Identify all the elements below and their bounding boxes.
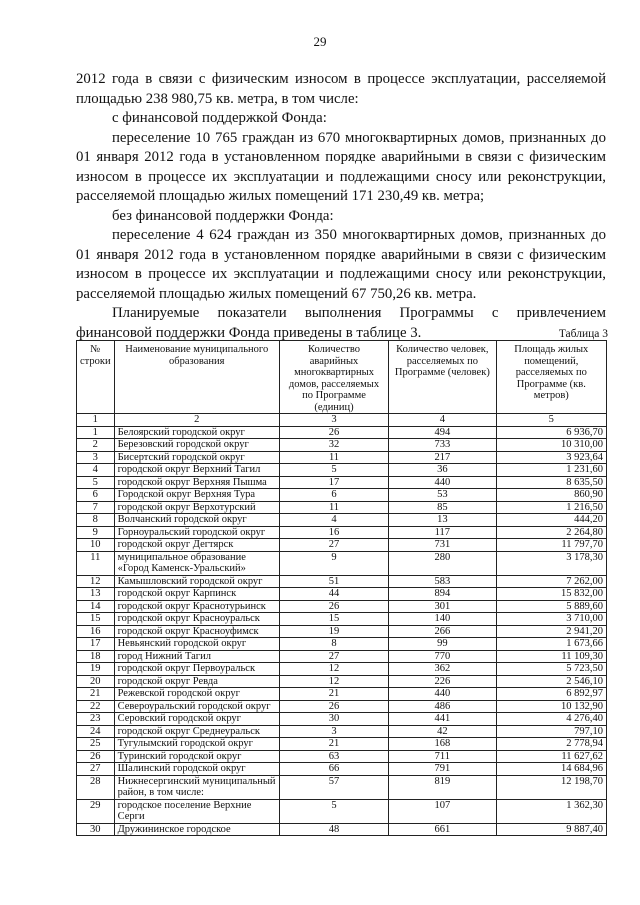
houses-count-cell: 27	[279, 650, 388, 663]
municipality-cell: Североуральский городской округ	[114, 700, 279, 713]
table-row	[77, 539, 607, 552]
table-row	[77, 713, 607, 726]
table-row	[77, 688, 607, 701]
table-row	[77, 451, 607, 464]
houses-count-cell: 17	[279, 476, 388, 489]
table-row	[77, 613, 607, 626]
data-table	[76, 340, 607, 836]
area-cell: 11 627,62	[496, 750, 606, 763]
municipality-cell: городской округ Верхняя Пышма	[114, 476, 279, 489]
table-row	[77, 514, 607, 527]
people-count-cell: 140	[389, 613, 496, 626]
row-number-cell: 21	[77, 688, 115, 701]
table-body	[77, 426, 607, 836]
row-number-cell: 9	[77, 526, 115, 539]
header-row-number: № строки	[77, 341, 115, 414]
houses-count-cell: 21	[279, 738, 388, 751]
people-count-cell: 107	[389, 799, 496, 823]
people-count-cell: 168	[389, 738, 496, 751]
table-row	[77, 775, 607, 799]
area-cell: 3 710,00	[496, 613, 606, 626]
row-number-cell: 4	[77, 464, 115, 477]
row-number-cell: 6	[77, 489, 115, 502]
row-number-cell: 15	[77, 613, 115, 626]
column-number: 3	[279, 414, 388, 427]
houses-count-cell: 66	[279, 763, 388, 776]
page-number: 29	[313, 34, 327, 49]
people-count-cell: 53	[389, 489, 496, 502]
table-caption: Таблица 3	[558, 328, 608, 340]
people-count-cell: 494	[389, 426, 496, 439]
people-count-cell: 894	[389, 588, 496, 601]
people-count-cell: 770	[389, 650, 496, 663]
column-number: 2	[114, 414, 279, 427]
row-number-cell: 2	[77, 439, 115, 452]
header-people-count: Количество человек, расселяемых по Программе (человек)	[389, 341, 496, 414]
table-row	[77, 799, 607, 823]
municipality-cell: городской округ Ревда	[114, 675, 279, 688]
municipality-cell: городской округ Среднеуральск	[114, 725, 279, 738]
houses-count-cell: 21	[279, 688, 388, 701]
houses-count-cell: 5	[279, 799, 388, 823]
municipality-cell: Невьянский городской округ	[114, 638, 279, 651]
municipality-cell: городской округ Дегтярск	[114, 539, 279, 552]
houses-count-cell: 26	[279, 700, 388, 713]
houses-count-cell: 11	[279, 451, 388, 464]
houses-count-cell: 48	[279, 823, 388, 836]
area-cell: 2 264,80	[496, 526, 606, 539]
paragraph: с финансовой поддержкой Фонда:	[112, 110, 327, 126]
municipality-cell: Тугулымский городской округ	[114, 738, 279, 751]
municipality-cell: городской округ Красноуральск	[114, 613, 279, 626]
people-count-cell: 486	[389, 700, 496, 713]
area-cell: 7 262,00	[496, 575, 606, 588]
paragraph: переселение 4 624 граждан из 350 многоквартирных домов, признанных до 01 января 2012 года в установленном порядке аварийными в связи с физическим износом в процессе их эксплуатации и подлежащими сносу или реконструкции, расселяемой площадью жилых помещений 67 750,26 кв. метра.	[76, 227, 606, 302]
municipality-cell: Волчанский городской округ	[114, 514, 279, 527]
table-row	[77, 750, 607, 763]
houses-count-cell: 57	[279, 775, 388, 799]
people-count-cell: 85	[389, 501, 496, 514]
houses-count-cell: 3	[279, 725, 388, 738]
houses-count-cell: 26	[279, 426, 388, 439]
area-cell: 10 132,90	[496, 700, 606, 713]
people-count-cell: 362	[389, 663, 496, 676]
area-cell: 1 216,50	[496, 501, 606, 514]
people-count-cell: 301	[389, 600, 496, 613]
table-row	[77, 675, 607, 688]
people-count-cell: 99	[389, 638, 496, 651]
area-cell: 12 198,70	[496, 775, 606, 799]
body-text	[76, 70, 606, 343]
row-number-cell: 14	[77, 600, 115, 613]
area-cell: 14 684,96	[496, 763, 606, 776]
table-row	[77, 650, 607, 663]
area-cell: 11 797,70	[496, 539, 606, 552]
area-cell: 11 109,30	[496, 650, 606, 663]
area-cell: 9 887,40	[496, 823, 606, 836]
municipality-cell: городской округ Верхотурский	[114, 501, 279, 514]
row-number-cell: 30	[77, 823, 115, 836]
houses-count-cell: 11	[279, 501, 388, 514]
people-count-cell: 733	[389, 439, 496, 452]
houses-count-cell: 8	[279, 638, 388, 651]
area-cell: 15 832,00	[496, 588, 606, 601]
people-count-cell: 226	[389, 675, 496, 688]
row-number-cell: 19	[77, 663, 115, 676]
row-number-cell: 26	[77, 750, 115, 763]
municipality-cell: городское поселение Верхние Серги	[114, 799, 279, 823]
municipality-cell: городской округ Верхний Тагил	[114, 464, 279, 477]
municipality-cell: Нижнесергинский муниципальный район, в том числе:	[114, 775, 279, 799]
houses-count-cell: 5	[279, 464, 388, 477]
municipality-cell: муниципальное образование «Город Каменск-Уральский»	[114, 551, 279, 575]
table-row	[77, 700, 607, 713]
row-number-cell: 3	[77, 451, 115, 464]
table-row	[77, 638, 607, 651]
houses-count-cell: 6	[279, 489, 388, 502]
table-row	[77, 439, 607, 452]
row-number-cell: 10	[77, 539, 115, 552]
row-number-cell: 22	[77, 700, 115, 713]
people-count-cell: 661	[389, 823, 496, 836]
area-cell: 444,20	[496, 514, 606, 527]
table-row	[77, 575, 607, 588]
table-row	[77, 476, 607, 489]
table-row	[77, 464, 607, 477]
houses-count-cell: 30	[279, 713, 388, 726]
houses-count-cell: 12	[279, 663, 388, 676]
municipality-cell: Режевской городской округ	[114, 688, 279, 701]
row-number-cell: 24	[77, 725, 115, 738]
paragraph: 2012 года в связи с физическим износом в процессе эксплуатации, расселяемой площадью 238 980,75 кв. метра, в том числе:	[76, 71, 606, 107]
area-cell: 1 673,66	[496, 638, 606, 651]
area-cell: 2 941,20	[496, 625, 606, 638]
houses-count-cell: 12	[279, 675, 388, 688]
row-number-cell: 27	[77, 763, 115, 776]
table-row	[77, 823, 607, 836]
table-row	[77, 501, 607, 514]
municipality-cell: Шалинский городской округ	[114, 763, 279, 776]
row-number-cell: 20	[77, 675, 115, 688]
houses-count-cell: 4	[279, 514, 388, 527]
area-cell: 2 546,10	[496, 675, 606, 688]
houses-count-cell: 15	[279, 613, 388, 626]
row-number-cell: 7	[77, 501, 115, 514]
people-count-cell: 217	[389, 451, 496, 464]
row-number-cell: 16	[77, 625, 115, 638]
houses-count-cell: 32	[279, 439, 388, 452]
table-row	[77, 588, 607, 601]
municipality-cell: городской округ Краснотурьинск	[114, 600, 279, 613]
table-row	[77, 526, 607, 539]
row-number-cell: 5	[77, 476, 115, 489]
table-row	[77, 551, 607, 575]
municipality-cell: городской округ Первоуральск	[114, 663, 279, 676]
table-row	[77, 738, 607, 751]
people-count-cell: 13	[389, 514, 496, 527]
table-header-row	[77, 341, 607, 414]
municipality-cell: Камышловский городской округ	[114, 575, 279, 588]
houses-count-cell: 51	[279, 575, 388, 588]
column-number: 1	[77, 414, 115, 427]
municipality-cell: Белоярский городской округ	[114, 426, 279, 439]
people-count-cell: 266	[389, 625, 496, 638]
header-municipality: Наименование муниципального образования	[114, 341, 279, 414]
people-count-cell: 791	[389, 763, 496, 776]
area-cell: 5 889,60	[496, 600, 606, 613]
area-cell: 2 778,94	[496, 738, 606, 751]
table-row	[77, 625, 607, 638]
area-cell: 1 231,60	[496, 464, 606, 477]
row-number-cell: 23	[77, 713, 115, 726]
header-area: Площадь жилых помещений, расселяемых по Программе (кв. метров)	[496, 341, 606, 414]
area-cell: 8 635,50	[496, 476, 606, 489]
table-row	[77, 725, 607, 738]
row-number-cell: 11	[77, 551, 115, 575]
area-cell: 6 936,70	[496, 426, 606, 439]
people-count-cell: 42	[389, 725, 496, 738]
people-count-cell: 711	[389, 750, 496, 763]
row-number-cell: 1	[77, 426, 115, 439]
houses-count-cell: 16	[279, 526, 388, 539]
people-count-cell: 731	[389, 539, 496, 552]
municipality-cell: Туринский городской округ	[114, 750, 279, 763]
area-cell: 860,90	[496, 489, 606, 502]
column-number: 4	[389, 414, 496, 427]
area-cell: 10 310,00	[496, 439, 606, 452]
people-count-cell: 36	[389, 464, 496, 477]
header-houses-count: Количество аварийных многоквартирных домов, расселяемых по Программе (единиц)	[279, 341, 388, 414]
municipality-cell: городской округ Красноуфимск	[114, 625, 279, 638]
table-row	[77, 489, 607, 502]
area-cell: 5 723,50	[496, 663, 606, 676]
people-count-cell: 280	[389, 551, 496, 575]
houses-count-cell: 9	[279, 551, 388, 575]
area-cell: 4 276,40	[496, 713, 606, 726]
table-row	[77, 663, 607, 676]
municipality-cell: город Нижний Тагил	[114, 650, 279, 663]
row-number-cell: 29	[77, 799, 115, 823]
row-number-cell: 13	[77, 588, 115, 601]
row-number-cell: 8	[77, 514, 115, 527]
paragraph: переселение 10 765 граждан из 670 многоквартирных домов, признанных до 01 января 2012 года в установленном порядке аварийными в связи с физическим износом в процессе их эксплуатации и подлежащими сносу или реконструкции, расселяемой площадью жилых помещений 171 230,49 кв. метра;	[76, 129, 606, 204]
people-count-cell: 117	[389, 526, 496, 539]
area-cell: 3 923,64	[496, 451, 606, 464]
row-number-cell: 17	[77, 638, 115, 651]
municipality-cell: Горноуральский городской округ	[114, 526, 279, 539]
municipality-cell: Бисертский городской округ	[114, 451, 279, 464]
houses-count-cell: 19	[279, 625, 388, 638]
municipality-cell: Серовский городской округ	[114, 713, 279, 726]
municipality-cell: городской округ Карпинск	[114, 588, 279, 601]
table-row	[77, 426, 607, 439]
area-cell: 6 892,97	[496, 688, 606, 701]
row-number-cell: 28	[77, 775, 115, 799]
paragraph: без финансовой поддержки Фонда:	[112, 207, 334, 224]
people-count-cell: 583	[389, 575, 496, 588]
people-count-cell: 440	[389, 688, 496, 701]
municipality-cell: Березовский городской округ	[114, 439, 279, 452]
row-number-cell: 25	[77, 738, 115, 751]
houses-count-cell: 26	[279, 600, 388, 613]
column-number: 5	[496, 414, 606, 427]
column-number-row	[77, 414, 607, 427]
area-cell: 3 178,30	[496, 551, 606, 575]
municipality-cell: Дружининское городское	[114, 823, 279, 836]
row-number-cell: 12	[77, 575, 115, 588]
houses-count-cell: 63	[279, 750, 388, 763]
row-number-cell: 18	[77, 650, 115, 663]
paragraph: Планируемые показатели выполнения Программы с привлечением финансовой поддержки Фонда приведены в таблице 3.	[76, 305, 606, 341]
people-count-cell: 819	[389, 775, 496, 799]
people-count-cell: 441	[389, 713, 496, 726]
table-row	[77, 763, 607, 776]
area-cell: 1 362,30	[496, 799, 606, 823]
table-row	[77, 600, 607, 613]
people-count-cell: 440	[389, 476, 496, 489]
municipality-cell: Городской округ Верхняя Тура	[114, 489, 279, 502]
houses-count-cell: 44	[279, 588, 388, 601]
houses-count-cell: 27	[279, 539, 388, 552]
area-cell: 797,10	[496, 725, 606, 738]
